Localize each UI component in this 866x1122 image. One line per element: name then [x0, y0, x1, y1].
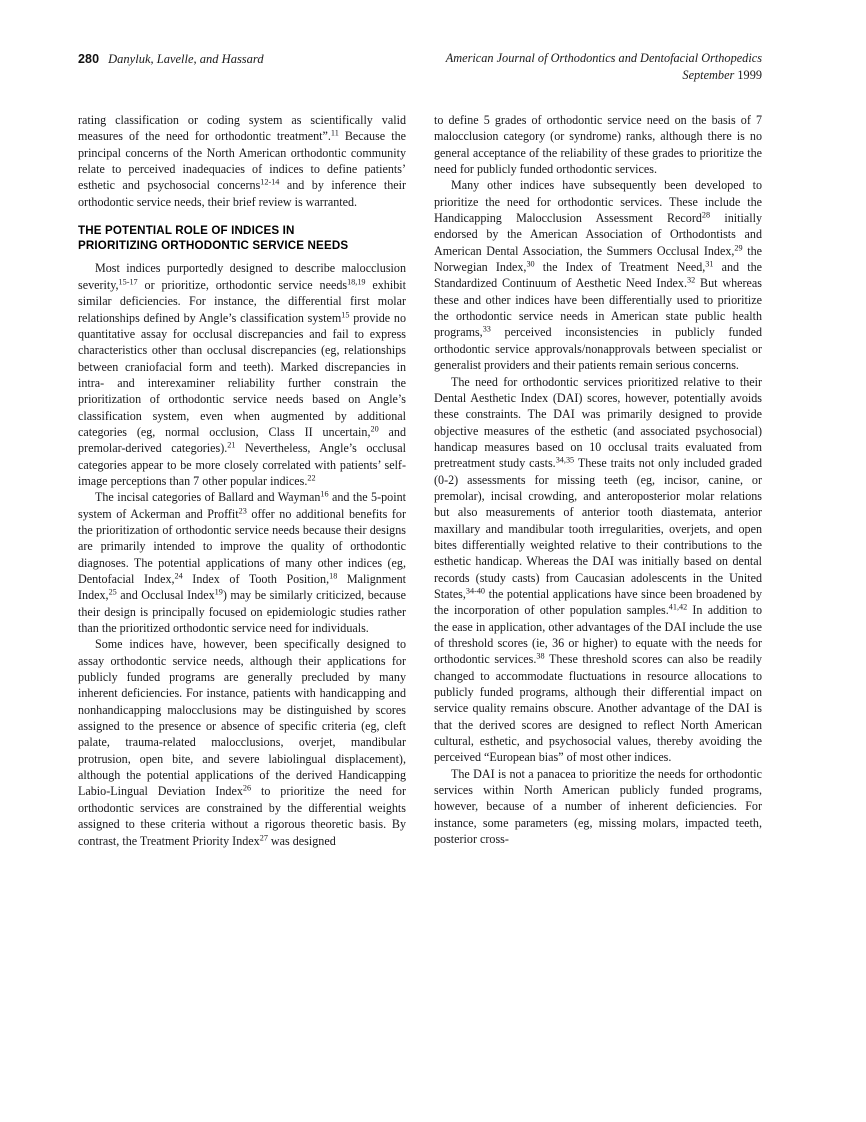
citation-ref: 32	[687, 275, 696, 285]
citation-ref: 15-17	[118, 277, 138, 287]
paragraph	[78, 260, 406, 489]
running-head	[78, 50, 762, 96]
text-run: offer no additional benefits for the prioritization of orthodontic service needs because their designs are primarily intended to improve the quality of orthodontic diagnoses. The potential applications of many other indices (eg, Dentofacial Index,	[78, 506, 406, 586]
text-run: the Norwegian Index,	[434, 243, 762, 275]
text-run: initially endorsed by the American Association of Orthodontists and American Dental Association, the Summers Occlusal Index,	[434, 211, 762, 258]
citation-ref: 41,42	[668, 602, 688, 612]
text-run: But whereas these and other indices have been differentially used to prioritize the orthodontic service needs in American state public health programs,	[434, 276, 762, 340]
text-run: the Index of Treatment Need,	[534, 260, 706, 275]
citation-ref: 24	[174, 571, 183, 581]
citation-ref: 11	[330, 128, 339, 138]
text-run: These threshold scores can also be readily changed to accommodate fluctuations in resource allocations to publicly funded programs, although their differential impact on service quality remains obscure. Another advantage of the DAI is that the derived scores are designed to reflect North American cultural, esthetic, and psychosocial values, thereby avoiding the perceived “European bias” of most other indices.	[434, 652, 762, 765]
issue-year: 1999	[737, 68, 762, 82]
citation-ref: 18,19	[347, 277, 366, 287]
page-number: 280	[78, 52, 100, 66]
paragraph	[434, 766, 762, 848]
text-run: Nevertheless, Angle’s occlusal categories appear to be more closely correlated with patients’ self-image perceptions than 7 other popular indices.	[78, 441, 406, 488]
journal-title: American Journal of Orthodontics and Dentofacial Orthopedics	[445, 51, 762, 65]
paragraph	[434, 112, 762, 177]
spacer	[78, 210, 406, 223]
citation-ref: 18	[329, 571, 338, 581]
paragraph	[78, 636, 406, 848]
citation-ref: 30	[526, 259, 535, 269]
text-run: to prioritize the need for orthodontic services are constrained by the differential weights assigned to these criteria without a rigorous theoretic basis. By contrast, the Treatment Priority Index	[78, 784, 406, 848]
citation-ref: 34-40	[465, 586, 486, 596]
section-heading-line: THE POTENTIAL ROLE OF INDICES IN	[78, 224, 295, 238]
paragraph	[434, 374, 762, 766]
text-run: The DAI is not a panacea to prioritize the needs for orthodontic services within North American publicly funded programs, however, because of a number of inherent deficiencies. For instance, some parameters (eg, missing molars, impacted teeth, posterior cross-	[434, 766, 762, 847]
citation-ref: 12-14	[260, 177, 280, 187]
text-run: The need for orthodontic services prioritized relative to their Dental Aesthetic Index (DAI) scores, however, potentially avoids these constraints. The DAI was primarily designed to provide objective measures of the esthetic (and associated psychosocial) handicap measures based on 10 occlusal traits evaluated from pretreatment study casts.	[434, 374, 762, 471]
spacer	[78, 253, 406, 260]
running-head-left	[78, 50, 264, 68]
issue-date	[446, 67, 762, 84]
running-head-right	[446, 50, 762, 84]
text-run: The incisal categories of Ballard and Wayman	[95, 490, 321, 505]
text-run: Malignment Index,	[78, 572, 406, 603]
citation-ref: 15	[341, 310, 350, 319]
text-run: was designed	[267, 833, 336, 848]
text-run: and the 5-point system of Ackerman and Proffit	[78, 490, 406, 521]
text-run: to define 5 grades of orthodontic service need on the basis of 7 malocclusion category (or syndrome) ranks, although there is no general acceptance of the reliability of these grades to prioritize the need for publicly funded orthodontic services.	[434, 113, 762, 177]
citation-ref: 33	[482, 324, 491, 334]
paragraph	[78, 489, 406, 636]
text-run: Index of Tooth Position,	[182, 572, 330, 586]
citation-ref: 20	[370, 424, 379, 434]
citation-ref: 34,35	[555, 455, 575, 465]
text-run: These traits not only included graded (0-2) assessments for missing teeth (eg, incisor, canine, or premolar), incisal crowding, and anteroposterior molar relations but also measurements of anterior tooth diastemata, anterior maxillary and mandibular tooth irregularities, overjets, and open bites differentially weighted relative to their contributions to the esthetic handicap. Whereas the DAI was initially based on dental records (study casts) from Caucasian adolescents in the United States,	[434, 456, 762, 601]
text-run: or prioritize, orthodontic service needs	[137, 277, 348, 292]
citation-ref: 19	[214, 587, 223, 597]
section-heading	[78, 223, 406, 253]
text-run: exhibit similar deficiencies. For instance, the differential first molar relationships defined by Angle’s classification system	[78, 277, 406, 325]
text-run: ) may be similarly criticized, because their design is principally focused on epidemiologic studies rather than the prioritized orthodontic service need for individuals.	[78, 588, 406, 636]
citation-ref: 38	[536, 651, 545, 661]
issue-month: September	[682, 68, 735, 82]
text-run: Some indices have, however, been specifically designed to assay orthodontic service needs, although their applications for publicly funded programs are generally precluded by many inherent deficiencies. For instance, patients with handicapping and nonhandicapping malocclusions may be distinguished by scores assigned to the presence or absence of specific criteria (eg, cleft palate, trauma-related malocclusions, overjet, mandibular protrusion, open bite, and severe labiolingual displacement), although the potential applications of the derived Handicapping Labio-Lingual Deviation Index	[78, 637, 406, 799]
text-run: provide no quantitative assay for occlusal discrepancies and fail to express characteristics other than occlusal discrepancies (eg, relationships between craniofacial form and teeth). Marked discrepancies in intra- and interexaminer reliability further constrain the prioritization of orthodontic service needs based on Angle’s classification system, even when augmented by additional categories (eg, normal occlusion, Class II uncertain,	[78, 310, 406, 439]
text-run: and by inference their orthodontic service needs, their brief review is warranted.	[78, 178, 406, 209]
text-run: rating classification or coding system as scientifically valid measures of the need for orthodontic treatment”.	[78, 113, 406, 144]
column-right	[434, 112, 762, 847]
section-heading-line: PRIORITIZING ORTHODONTIC SERVICE NEEDS	[78, 239, 349, 253]
paragraph	[434, 177, 762, 373]
citation-ref: 22	[307, 473, 316, 483]
citation-ref: 31	[705, 259, 714, 269]
citation-ref: 29	[734, 243, 743, 253]
text-run: Most indices purportedly designed to describe malocclusion severity,	[78, 261, 406, 292]
text-run: and Occlusal Index	[116, 588, 215, 603]
column-left	[78, 112, 406, 849]
citation-ref: 28	[701, 210, 711, 220]
citation-ref: 26	[242, 783, 252, 793]
paragraph	[78, 112, 406, 210]
text-run: and premolar-derived categories).	[78, 424, 406, 456]
running-head-authors: Danyluk, Lavelle, and Hassard	[108, 52, 264, 66]
text-run: Because the principal concerns of the North American orthodontic community relate to perceived inadequacies of indices to define patients’ esthetic and psychosocial concerns	[78, 129, 406, 193]
text-run: In addition to the ease in application, other advantages of the DAI include the use of threshold scores (ie, 36 or higher) to equate with the needs for orthodontic services.	[434, 603, 762, 667]
citation-ref: 16	[320, 489, 329, 499]
citation-ref: 25	[108, 587, 117, 597]
text-run: and the Standardized Continuum of Aesthetic Need Index.	[434, 260, 762, 291]
citation-ref: 27	[259, 833, 268, 842]
text-run: perceived inconsistencies in publicly funded orthodontic service approvals/nonapprovals between specialist or generalist providers and their patients remain serious concerns.	[434, 325, 762, 373]
text-run: the potential applications have since been broadened by the incorporation of other population samples.	[434, 586, 762, 618]
citation-ref: 23	[238, 506, 247, 516]
text-run: Many other indices have subsequently been developed to prioritize the need for orthodontic services. These include the Handicapping Malocclusion Assessment Record	[434, 178, 762, 226]
citation-ref: 21	[227, 440, 236, 450]
